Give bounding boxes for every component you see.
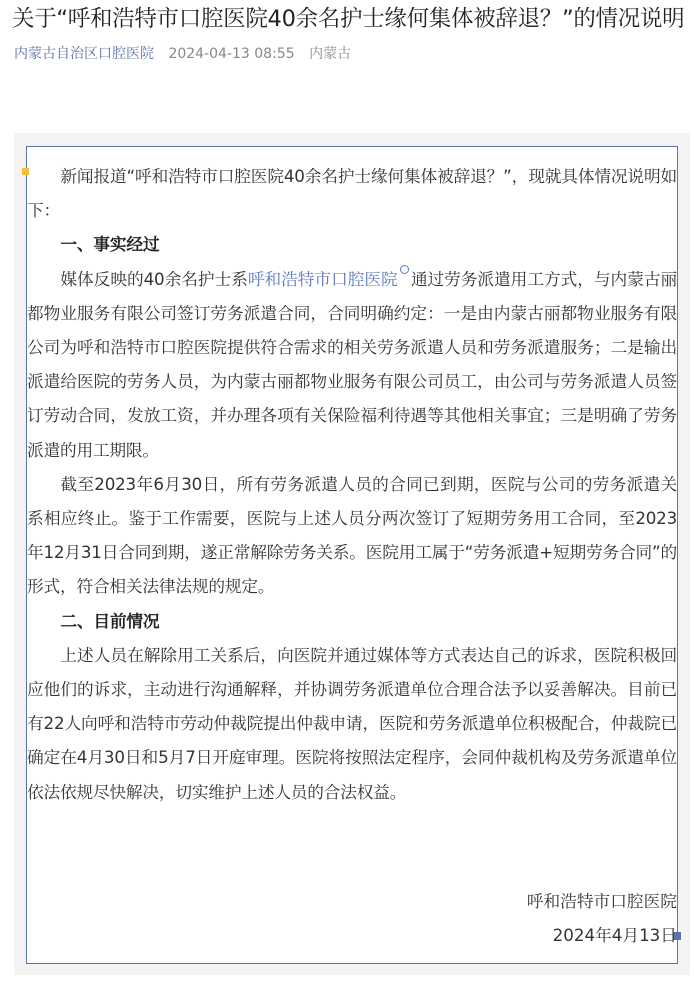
- region-tag: 内蒙古: [309, 46, 352, 62]
- article-meta: [14, 44, 351, 64]
- section-heading-facts: 一、事实经过: [60, 234, 160, 255]
- facts-paragraph: [27, 262, 677, 467]
- article-title: 关于“呼和浩特市口腔医院40余名护士缘何集体被辞退？”的情况说明: [12, 6, 685, 32]
- signature-org: 呼和浩特市口腔医院: [526, 891, 677, 911]
- intro-paragraph: 新闻报道“呼和浩特市口腔医院40余名护士缘何集体被辞退？”，现就具体情况说明如下：: [27, 166, 677, 221]
- source-link[interactable]: 内蒙古自治区口腔医院: [14, 46, 154, 62]
- search-icon[interactable]: [400, 265, 409, 274]
- signature-block: [527, 884, 677, 952]
- facts-text-rest: 通过劳务派遣用工方式，与内蒙古丽都物业服务有限公司签订劳务派遣合同，合同明确约定：一是由内蒙古丽都物业服务有限公司为呼和浩特市口腔医院提供符合需求的相关劳务派遣人员和劳务派遣服务；二是输出派遣给医院的劳务人员，为内蒙古丽都物业服务有限公司员工，由公司与劳务派遣人员签订劳动合同，发放工资，并办理各项有关保险福利待遇等其他相关事宜；三是明确了劳务派遣的用工期限。: [27, 268, 677, 460]
- section-heading-current: 二、目前情况: [60, 610, 160, 631]
- signature-date: 2024年4月13日: [552, 925, 677, 946]
- facts-text-start: 媒体反映的40余名护士系: [60, 268, 248, 289]
- current-paragraph: 上述人员在解除用工关系后，向医院并通过媒体等方式表达自己的诉求，医院积极回应他们的诉求，主动进行沟通解释，并协调劳务派遣单位合理合法予以妥善解决。目前已有22人向呼和浩特市劳动仲裁院提出仲裁申请，医院和劳务派遣单位积极配合，仲裁院已确定在4月30日和5月7日开庭审理。医院将按照法定程序，会同仲裁机构及劳务派遣单位依法依规尽快解决，切实维护上述人员的合法权益。: [27, 644, 677, 802]
- statement-body: [27, 159, 677, 809]
- hospital-link[interactable]: 呼和浩特市口腔医院: [247, 268, 398, 289]
- publish-time: 2024-04-13 08:55: [168, 46, 295, 62]
- contract-paragraph: 截至2023年6月30日，所有劳务派遣人员的合同已到期，医院与公司的劳务派遣关系相应终止。鉴于工作需要，医院与上述人员分两次签订了短期劳务用工合同，至2023年12月31日合同到期，遂正常解除劳务关系。医院用工属于“劳务派遣+短期劳务合同”的形式，符合相关法律法规的规定。: [27, 473, 677, 597]
